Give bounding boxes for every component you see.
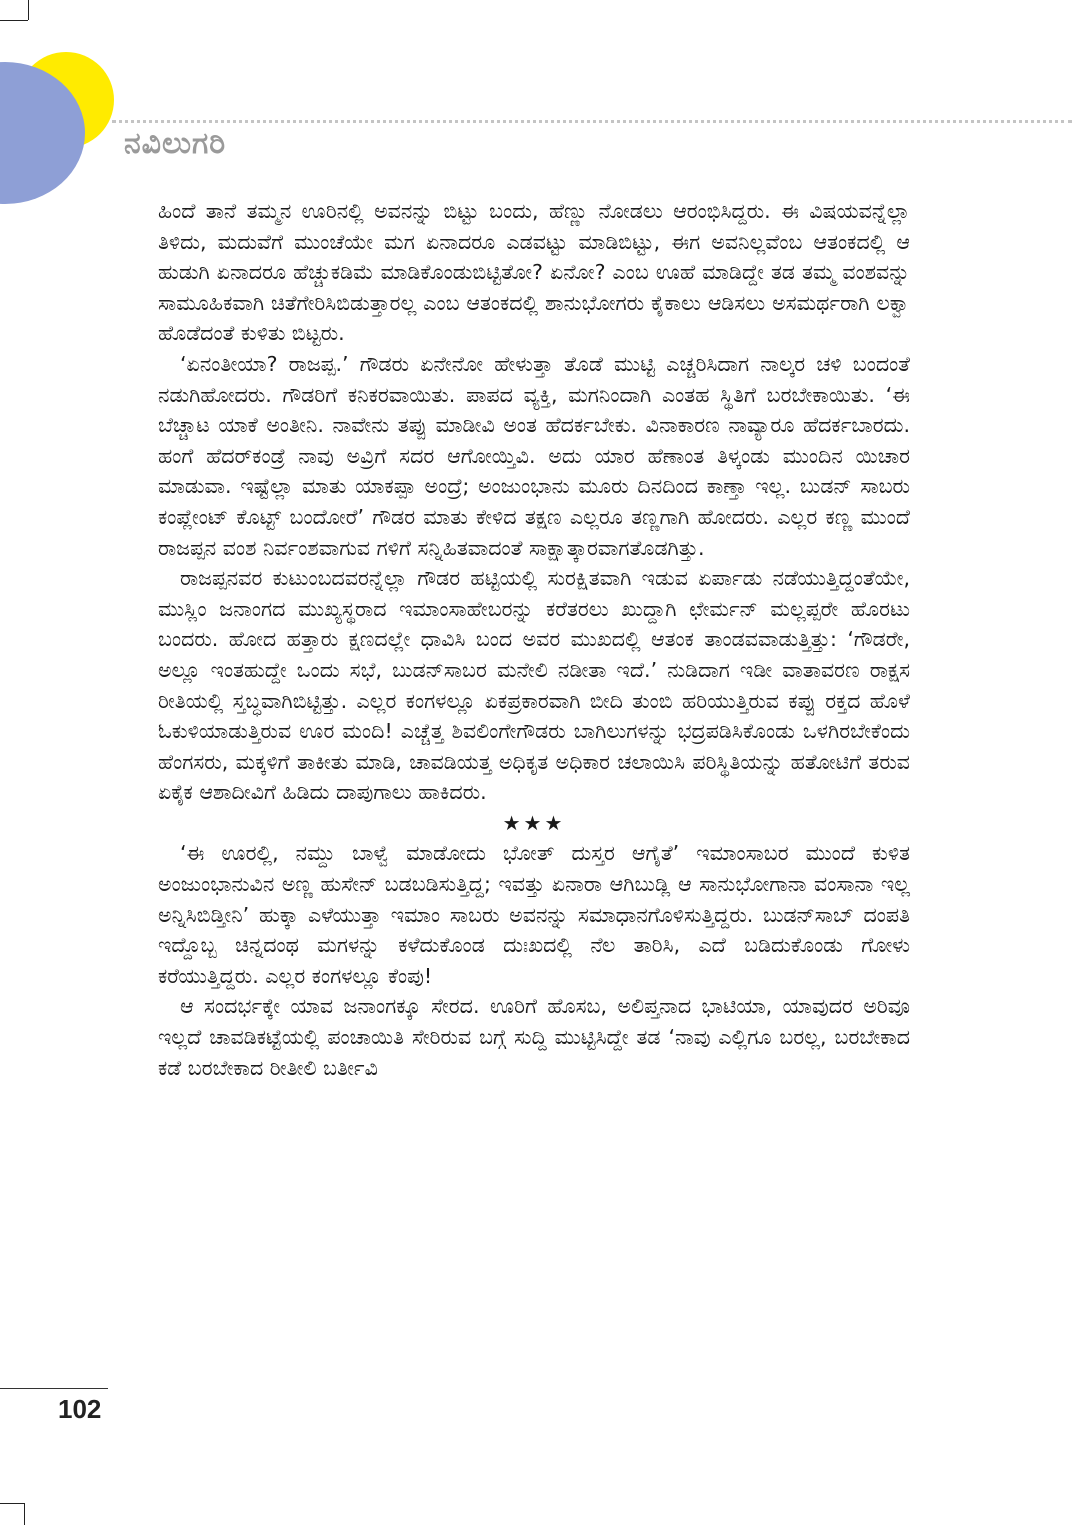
header-dotted-rule	[112, 120, 1072, 123]
crop-mark-bottom-v	[24, 1503, 25, 1525]
paragraph: ‘ಏನಂತೀಯಾ? ರಾಜಪ್ಪ.’ ಗೌಡರು ಏನೇನೋ ಹೇಳುತ್ತಾ ತೊಡೆ ಮುಟ್ಟಿ ಎಚ್ಚರಿಸಿದಾಗ ನಾಲ್ಕರ ಚಳಿ ಬಂದಂತೆ ನಡುಗಿಹೋದರು. ಗೌಡರಿಗೆ ಕನಿಕರವಾಯಿತು. ಪಾಪದ ವ್ಯಕ್ತಿ, ಮಗನಿಂದಾಗಿ ಎಂತಹ ಸ್ಥಿತಿಗೆ ಬರಬೇಕಾಯಿತು. ‘ಈ ಬೆಚ್ಚಾಟ ಯಾಕೆ ಅಂತೀನಿ. ನಾವೇನು ತಪ್ಪು ಮಾಡೀವಿ ಅಂತ ಹೆದರ್ಕಬೇಕು. ವಿನಾಕಾರಣ ನಾವ್ಯಾರೂ ಹೆದರ್ಕಬಾರದು. ಹಂಗೆ ಹೆದರ್‌ಕಂಡ್ರೆ ನಾವು ಅವ್ರಿಗೆ ಸದರ ಆಗೋಯ್ತಿವಿ. ಅದು ಯಾರ ಹೆಣಾಂತ ತಿಳ್ಕಂಡು ಮುಂದಿನ ಯಿಚಾರ ಮಾಡುವಾ. ಇಷ್ಟೆಲ್ಲಾ ಮಾತು ಯಾಕಪ್ಪಾ ಅಂದ್ರೆ; ಅಂಜುಂಭಾನು ಮೂರು ದಿನದಿಂದ ಕಾಣ್ತಾ ಇಲ್ಲ. ಬುಡನ್ ಸಾಬರು ಕಂಪ್ಲೇಂಟ್ ಕೊಟ್ಟ್ ಬಂದೋರೆ’ ಗೌಡರ ಮಾತು ಕೇಳಿದ ತಕ್ಷಣ ಎಲ್ಲರೂ ತಣ್ಣಗಾಗಿ ಹೋದರು. ಎಲ್ಲರ ಕಣ್ಣ ಮುಂದೆ ರಾಜಪ್ಪನ ವಂಶ ನಿರ್ವಂಶವಾಗುವ ಗಳಿಗೆ ಸನ್ನಿಹಿತವಾದಂತೆ ಸಾಕ್ಷಾತ್ಕಾರವಾಗತೊಡಗಿತ್ತು.	[158, 351, 910, 560]
footer-rule	[0, 1388, 108, 1389]
crop-mark-top-h	[0, 20, 28, 21]
crop-mark-bottom-h	[0, 1503, 24, 1504]
section-separator: ★★★	[502, 810, 566, 835]
page-number: 102	[58, 1394, 102, 1424]
running-header-title: ನವಿಲುಗರಿ	[124, 126, 227, 161]
paragraph: ‘ಈ ಊರಲ್ಲಿ, ನಮ್ದು ಬಾಳ್ವೆ ಮಾಡೋದು ಭೋತ್ ದುಸ್ತರ ಆಗೈತೆ’ ಇಮಾಂಸಾಬರ ಮುಂದೆ ಕುಳಿತ ಅಂಜುಂಭಾನುವಿನ ಅಣ್ಣ ಹುಸೇನ್ ಬಡಬಡಿಸುತ್ತಿದ್ದ; ಇವತ್ತು ಏನಾರಾ ಆಗಿಬುಡ್ಲಿ ಆ ಸಾನುಭೋಗಾನಾ ವಂಸಾನಾ ಇಲ್ಲ ಅನ್ನಿಸಿಬಿಡ್ತೀನಿ’ ಹುಕ್ಕಾ ಎಳೆಯುತ್ತಾ ಇಮಾಂ ಸಾಬರು ಅವನನ್ನು ಸಮಾಧಾನಗೊಳಿಸುತ್ತಿದ್ದರು. ಬುಡನ್‌ಸಾಬ್ ದಂಪತಿ ಇದ್ದೊಬ್ಬ ಚಿನ್ನದಂಥ ಮಗಳನ್ನು ಕಳೆದುಕೊಂಡ ದುಃಖದಲ್ಲಿ ನೆಲ ತಾರಿಸಿ, ಎದೆ ಬಡಿದುಕೊಂಡು ಗೋಳು ಕರೆಯುತ್ತಿದ್ದರು. ಎಲ್ಲರ ಕಂಗಳಲ್ಲೂ ಕೆಂಪು!	[158, 841, 910, 988]
paragraph: ರಾಜಪ್ಪನವರ ಕುಟುಂಬದವರನ್ನೆಲ್ಲಾ ಗೌಡರ ಹಟ್ಟಿಯಲ್ಲಿ ಸುರಕ್ಷಿತವಾಗಿ ಇಡುವ ಏರ್ಪಾಡು ನಡೆಯುತ್ತಿದ್ದಂತೆಯೇ, ಮುಸ್ಲಿಂ ಜನಾಂಗದ ಮುಖ್ಯಸ್ಥರಾದ ಇಮಾಂಸಾಹೇಬರನ್ನು ಕರೆತರಲು ಖುದ್ದಾಗಿ ಛೇರ್ಮನ್ ಮಲ್ಲಪ್ಪರೇ ಹೊರಟು ಬಂದರು. ಹೋದ ಹತ್ತಾರು ಕ್ಷಣದಲ್ಲೇ ಧಾವಿಸಿ ಬಂದ ಅವರ ಮುಖದಲ್ಲಿ ಆತಂಕ ತಾಂಡವವಾಡುತ್ತಿತ್ತು: ‘ಗೌಡರೇ, ಅಲ್ಲೂ ಇಂತಹುದ್ದೇ ಒಂದು ಸಭೆ, ಬುಡನ್‌ಸಾಬರ ಮನೇಲಿ ನಡೀತಾ ಇದೆ.’ ನುಡಿದಾಗ ಇಡೀ ವಾತಾವರಣ ರಾಕ್ಷಸ ರೀತಿಯಲ್ಲಿ ಸ್ತಬ್ಧವಾಗಿಬಿಟ್ಟಿತ್ತು. ಎಲ್ಲರ ಕಂಗಳಲ್ಲೂ ಏಕಪ್ರಕಾರವಾಗಿ ಬೀದಿ ತುಂಬಿ ಹರಿಯುತ್ತಿರುವ ಕಪ್ಪು ರಕ್ತದ ಹೊಳೆ ಓಕುಳಿಯಾಡುತ್ತಿರುವ ಊರ ಮಂದಿ! ಎಚ್ಚೆತ್ತ ಶಿವಲಿಂಗೇಗೌಡರು ಬಾಗಿಲುಗಳನ್ನು ಭದ್ರಪಡಿಸಿಕೊಂಡು ಒಳಗಿರಬೇಕೆಂದು ಹೆಂಗಸರು, ಮಕ್ಕಳಿಗೆ ತಾಕೀತು ಮಾಡಿ, ಚಾವಡಿಯತ್ತ ಅಧಿಕೃತ ಅಧಿಕಾರ ಚಲಾಯಿಸಿ ಪರಿಸ್ಥಿತಿಯನ್ನು ಹತೋಟಿಗೆ ತರುವ ಏಕೈಕ ಆಶಾದೀವಿಗೆ ಹಿಡಿದು ದಾಪುಗಾಲು ಹಾಕಿದರು.	[158, 566, 910, 805]
body-text	[158, 196, 910, 1083]
paragraph: ಹಿಂದೆ ತಾನೆ ತಮ್ಮನ ಊರಿನಲ್ಲಿ ಅವನನ್ನು ಬಿಟ್ಟು ಬಂದು, ಹೆಣ್ಣು ನೋಡಲು ಆರಂಭಿಸಿದ್ದರು. ಈ ವಿಷಯವನ್ನೆಲ್ಲಾ ತಿಳಿದು, ಮದುವೆಗೆ ಮುಂಚೆಯೇ ಮಗ ಏನಾದರೂ ಎಡವಟ್ಟು ಮಾಡಿಬಿಟ್ಟು, ಈಗ ಅವನಿಲ್ಲವೆಂಬ ಆತಂಕದಲ್ಲಿ ಆ ಹುಡುಗಿ ಏನಾದರೂ ಹೆಚ್ಚುಕಡಿಮೆ ಮಾಡಿಕೊಂಡುಬಿಟ್ಟಿತೋ? ಏನೋ? ಎಂಬ ಊಹೆ ಮಾಡಿದ್ದೇ ತಡ ತಮ್ಮ ವಂಶವನ್ನು ಸಾಮೂಹಿಕವಾಗಿ ಚಿತೆಗೇರಿಸಿಬಿಡುತ್ತಾರಲ್ಲ ಎಂಬ ಆತಂಕದಲ್ಲಿ ಶಾನುಭೋಗರು ಕೈಕಾಲು ಆಡಿಸಲು ಅಸಮರ್ಥರಾಗಿ ಲಕ್ವಾ ಹೊಡೆದಂತೆ ಕುಳಿತು ಬಿಟ್ಟರು.	[158, 199, 910, 346]
paragraph: ಆ ಸಂದರ್ಭಕ್ಕೇ ಯಾವ ಜನಾಂಗಕ್ಕೂ ಸೇರದ. ಊರಿಗೆ ಹೊಸಬ, ಅಲಿಪ್ತನಾದ ಭಾಟಿಯಾ, ಯಾವುದರ ಅರಿವೂ ಇಲ್ಲದೆ ಚಾವಡಿಕಟ್ಟೆಯಲ್ಲಿ ಪಂಚಾಯಿತಿ ಸೇರಿರುವ ಬಗ್ಗೆ ಸುದ್ದಿ ಮುಟ್ಟಿಸಿದ್ದೇ ತಡ ‘ನಾವು ಎಲ್ಲಿಗೂ ಬರಲ್ಲ, ಬರಬೇಕಾದ ಕಡೆ ಬರಬೇಕಾದ ರೀತೀಲಿ ಬರ್ತೀವಿ	[158, 994, 910, 1080]
crop-mark-top-v	[28, 0, 29, 20]
